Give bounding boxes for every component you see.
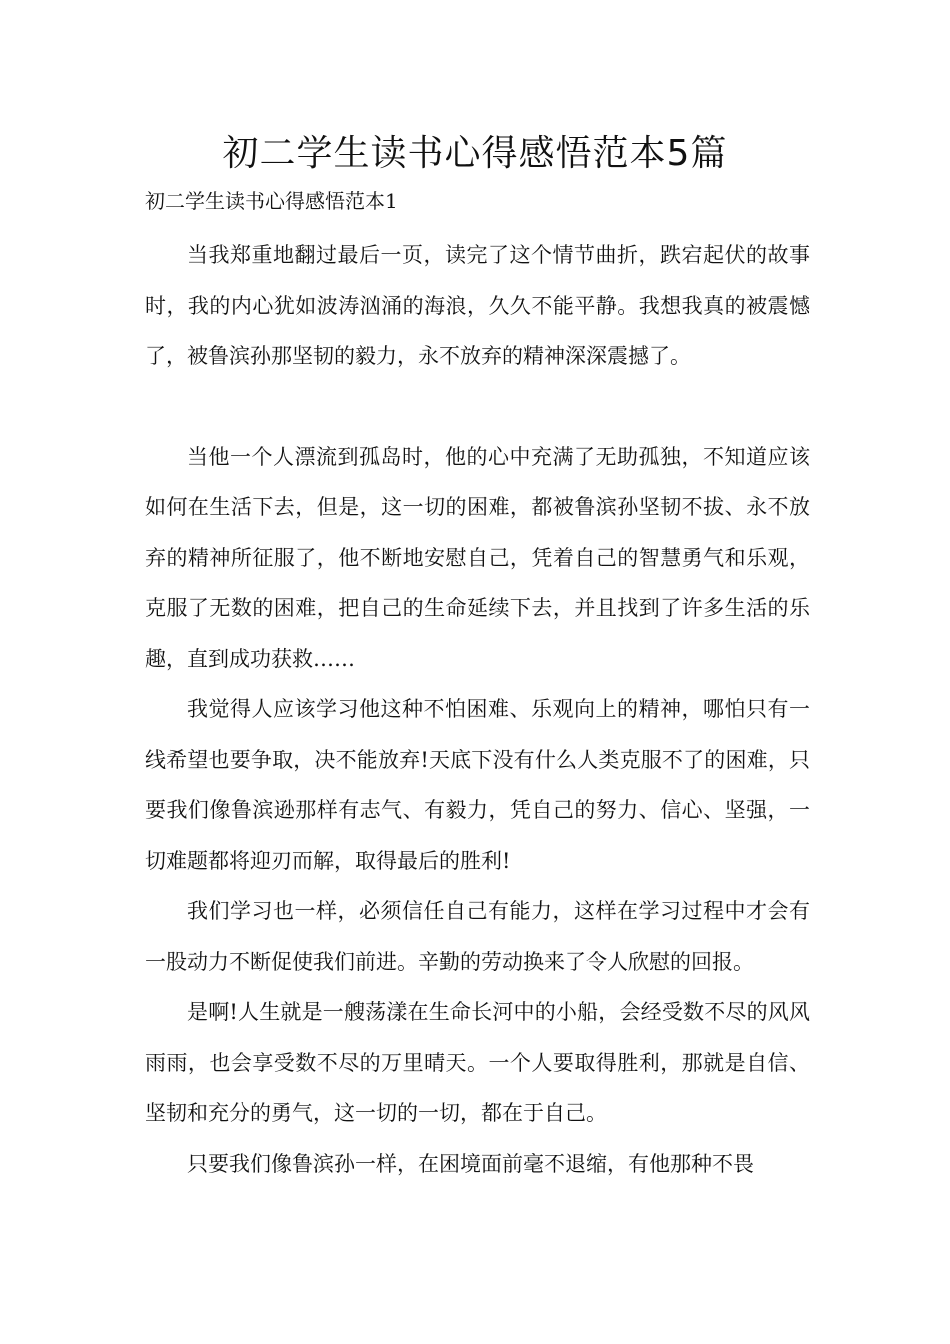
paragraph: 当他一个人漂流到孤岛时，他的心中充满了无助孤独，不知道应该如何在生活下去，但是，这一切的困难，都被鲁滨孙坚韧不拔、永不放弃的精神所征服了，他不断地安慰自己，凭着自己的智慧勇气和乐观，克服了无数的困难，把自己的生命延续下去，并且找到了许多生活的乐趣，直到成功获救…… [145, 444, 810, 671]
document-title: 初二学生读书心得感悟范本5篇 [222, 133, 728, 174]
paragraph: 我觉得人应该学习他这种不怕困难、乐观向上的精神，哪怕只有一线希望也要争取，决不能放弃!天底下没有什么人类克服不了的困难，只要我们像鲁滨逊那样有志气、有毅力，凭自己的努力、信心、坚强，一切难题都将迎刃而解，取得最后的胜利! [145, 697, 810, 873]
document-body [145, 230, 810, 1189]
paragraph: 只要我们像鲁滨孙一样，在困境面前毫不退缩，有他那种不畏 [187, 1151, 754, 1176]
paragraph: 是啊!人生就是一艘荡漾在生命长河中的小船，会经受数不尽的风风雨雨，也会享受数不尽的万里晴天。一个人要取得胜利，那就是自信、坚韧和充分的勇气，这一切的一切，都在于自己。 [145, 1000, 810, 1125]
paragraph: 我们学习也一样，必须信任自己有能力，这样在学习过程中才会有一股动力不断促使我们前进。辛勤的劳动换来了令人欣慰的回报。 [145, 899, 810, 974]
section-heading: 初二学生读书心得感悟范本1 [145, 189, 398, 213]
paragraph: 当我郑重地翻过最后一页，读完了这个情节曲折，跌宕起伏的故事时，我的内心犹如波涛汹涌的海浪，久久不能平静。我想我真的被震憾了，被鲁滨孙那坚韧的毅力，永不放弃的精神深深震撼了。 [145, 243, 810, 368]
